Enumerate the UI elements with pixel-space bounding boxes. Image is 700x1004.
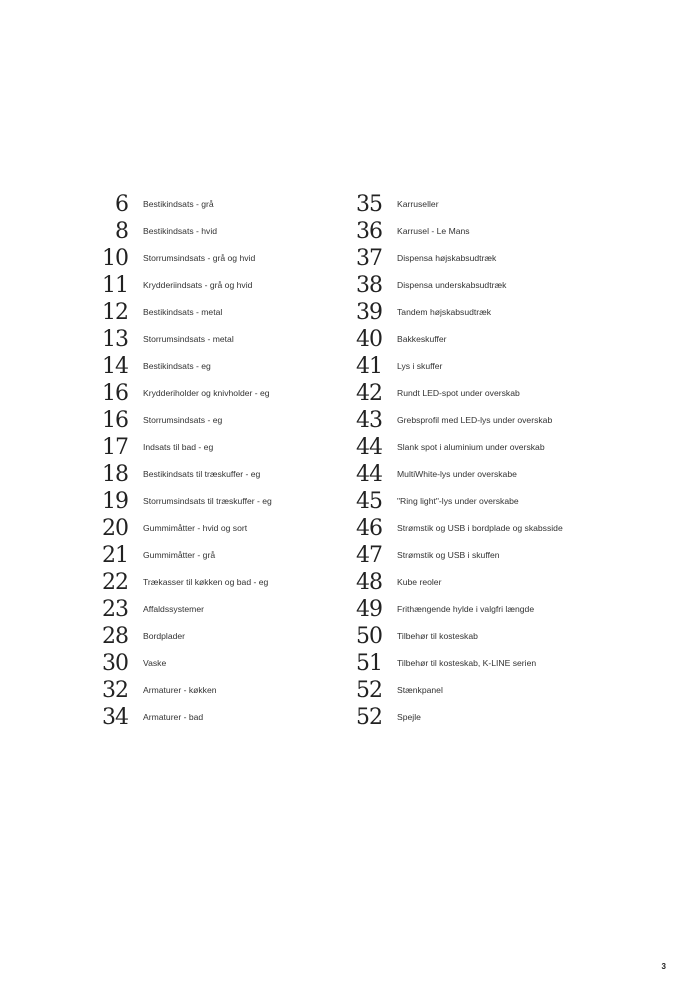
toc-page-number: 38 [356, 273, 382, 298]
toc-title: Slank spot i aluminium under overskab [397, 442, 545, 452]
toc-entry [346, 650, 563, 677]
toc-page-number: 43 [356, 408, 382, 433]
toc-entry [346, 191, 563, 218]
toc-page-number: 45 [356, 489, 382, 514]
toc-title: Vaske [143, 658, 167, 668]
toc-page-number: 44 [356, 462, 382, 487]
toc-page-number: 18 [102, 462, 128, 487]
toc-entry [92, 704, 272, 731]
toc-entry [92, 380, 272, 407]
toc-page-number: 49 [356, 597, 382, 622]
toc-title: Tandem højskabsudtræk [397, 307, 492, 317]
toc-page-number: 22 [102, 570, 128, 595]
toc-entry [346, 677, 563, 704]
toc-title: Armaturer - køkken [143, 685, 217, 695]
toc-entry [346, 623, 563, 650]
toc-page-number: 17 [102, 435, 128, 460]
toc-entry [92, 623, 272, 650]
toc-title: Armaturer - bad [143, 712, 204, 722]
toc-page-number: 6 [115, 192, 128, 217]
toc-title: Rundt LED-spot under overskab [397, 388, 520, 398]
toc-title: Bestikindsats - metal [143, 307, 223, 317]
toc-title: Bestikindsats - hvid [143, 226, 218, 236]
toc-title: Dispensa underskabsudtræk [397, 280, 507, 290]
toc-page-number: 40 [356, 327, 382, 352]
toc-entry [346, 704, 563, 731]
toc-entry [92, 461, 272, 488]
toc-title: Spejle [397, 712, 421, 722]
toc-entry [346, 461, 563, 488]
toc-title: Bestikindsats - grå [143, 199, 214, 209]
toc-title: Stænkpanel [397, 685, 443, 695]
toc-title: Kube reoler [397, 577, 442, 587]
toc-page-number: 42 [356, 381, 382, 406]
toc-entry [92, 299, 272, 326]
toc-title: Bestikindsats til træskuffer - eg [143, 469, 261, 479]
toc-page-number: 35 [356, 192, 382, 217]
toc-title: Bakkeskuffer [397, 334, 447, 344]
toc-title: Krydderiholder og knivholder - eg [143, 388, 270, 398]
toc-title: Storrumsindsats til træskuffer - eg [143, 496, 272, 506]
toc-title: Dispensa højskabsudtræk [397, 253, 497, 263]
toc-page-number: 21 [102, 543, 128, 568]
toc-title: MultiWhite-lys under overskabe [397, 469, 517, 479]
toc-title: Gummimåtter - hvid og sort [143, 523, 248, 533]
toc-title: Storrumsindsats - metal [143, 334, 234, 344]
toc-page-number: 32 [102, 678, 128, 703]
toc-entry [92, 353, 272, 380]
toc-entry [346, 596, 563, 623]
toc-title: Strømstik og USB i bordplade og skabsside [397, 523, 563, 533]
toc-entry [346, 434, 563, 461]
toc-title: Bestikindsats - eg [143, 361, 211, 371]
toc-column-left [92, 191, 272, 731]
toc-page-number: 11 [102, 273, 128, 298]
toc-page-number: 12 [102, 300, 128, 325]
toc-page-number: 16 [102, 381, 128, 406]
toc-entry [92, 272, 272, 299]
toc-page-number: 19 [102, 489, 128, 514]
toc-entry [346, 569, 563, 596]
toc-page-number: 37 [356, 246, 382, 271]
toc-title: Frithængende hylde i valgfri længde [397, 604, 535, 614]
toc-page-number: 10 [102, 246, 128, 271]
toc-entry [92, 434, 272, 461]
toc-page-number: 39 [356, 300, 382, 325]
toc-entry [346, 353, 563, 380]
toc-page-number: 44 [356, 435, 382, 460]
toc-entry [346, 272, 563, 299]
toc-entry [346, 326, 563, 353]
toc-entry [92, 542, 272, 569]
page-number: 3 [661, 962, 666, 971]
toc-title: Lys i skuffer [397, 361, 443, 371]
toc-entry [92, 218, 272, 245]
toc-column-right [346, 191, 563, 731]
toc-entry [346, 380, 563, 407]
toc-entry [346, 218, 563, 245]
toc-page-number: 20 [102, 516, 128, 541]
toc-page-number: 16 [102, 408, 128, 433]
toc-title: Storrumsindsats - grå og hvid [143, 253, 256, 263]
toc-entry [92, 650, 272, 677]
toc-entry [346, 245, 563, 272]
toc-entry [92, 326, 272, 353]
toc-entry [92, 407, 272, 434]
toc-entry [346, 299, 563, 326]
toc-title: Tilbehør til kosteskab [397, 631, 478, 641]
toc-title: Grebsprofil med LED-lys under overskab [397, 415, 553, 425]
toc-title: "Ring light"-lys under overskabe [397, 496, 519, 506]
toc-entry [92, 488, 272, 515]
toc-page-number: 52 [356, 678, 382, 703]
toc-page-number: 48 [356, 570, 382, 595]
toc-page-number: 8 [115, 219, 128, 244]
toc-title: Indsats til bad - eg [143, 442, 214, 452]
toc-title: Storrumsindsats - eg [143, 415, 223, 425]
toc-title: Krydderiindsats - grå og hvid [143, 280, 253, 290]
toc-page-number: 13 [102, 327, 128, 352]
toc-entry [92, 677, 272, 704]
toc-page-number: 14 [102, 354, 128, 379]
toc-title: Affaldssystemer [143, 604, 204, 614]
toc-entry [92, 245, 272, 272]
toc-entry [346, 542, 563, 569]
toc-title: Gummimåtter - grå [143, 550, 216, 560]
toc-page-number: 34 [102, 705, 128, 730]
toc-page-number: 52 [356, 705, 382, 730]
toc-entry [92, 515, 272, 542]
toc-title: Bordplader [143, 631, 186, 641]
toc-page-number: 36 [356, 219, 382, 244]
toc-title: Trækasser til køkken og bad - eg [143, 577, 269, 587]
toc-page-number: 51 [356, 651, 382, 676]
toc-entry [346, 515, 563, 542]
toc-page-number: 50 [356, 624, 382, 649]
toc-entry [346, 407, 563, 434]
toc-entry [92, 569, 272, 596]
toc-entry [346, 488, 563, 515]
toc-entry [92, 596, 272, 623]
toc-page-number: 47 [356, 543, 382, 568]
toc-entry [92, 191, 272, 218]
toc-title: Tilbehør til kosteskab, K-LINE serien [397, 658, 537, 668]
toc-page-number: 28 [102, 624, 128, 649]
toc-page-number: 46 [356, 516, 382, 541]
toc-title: Strømstik og USB i skuffen [397, 550, 500, 560]
toc-title: Karruseller [397, 199, 439, 209]
toc-title: Karrusel - Le Mans [397, 226, 470, 236]
toc-page-number: 23 [102, 597, 128, 622]
toc-page-number: 41 [356, 354, 382, 379]
toc-page-number: 30 [102, 651, 128, 676]
